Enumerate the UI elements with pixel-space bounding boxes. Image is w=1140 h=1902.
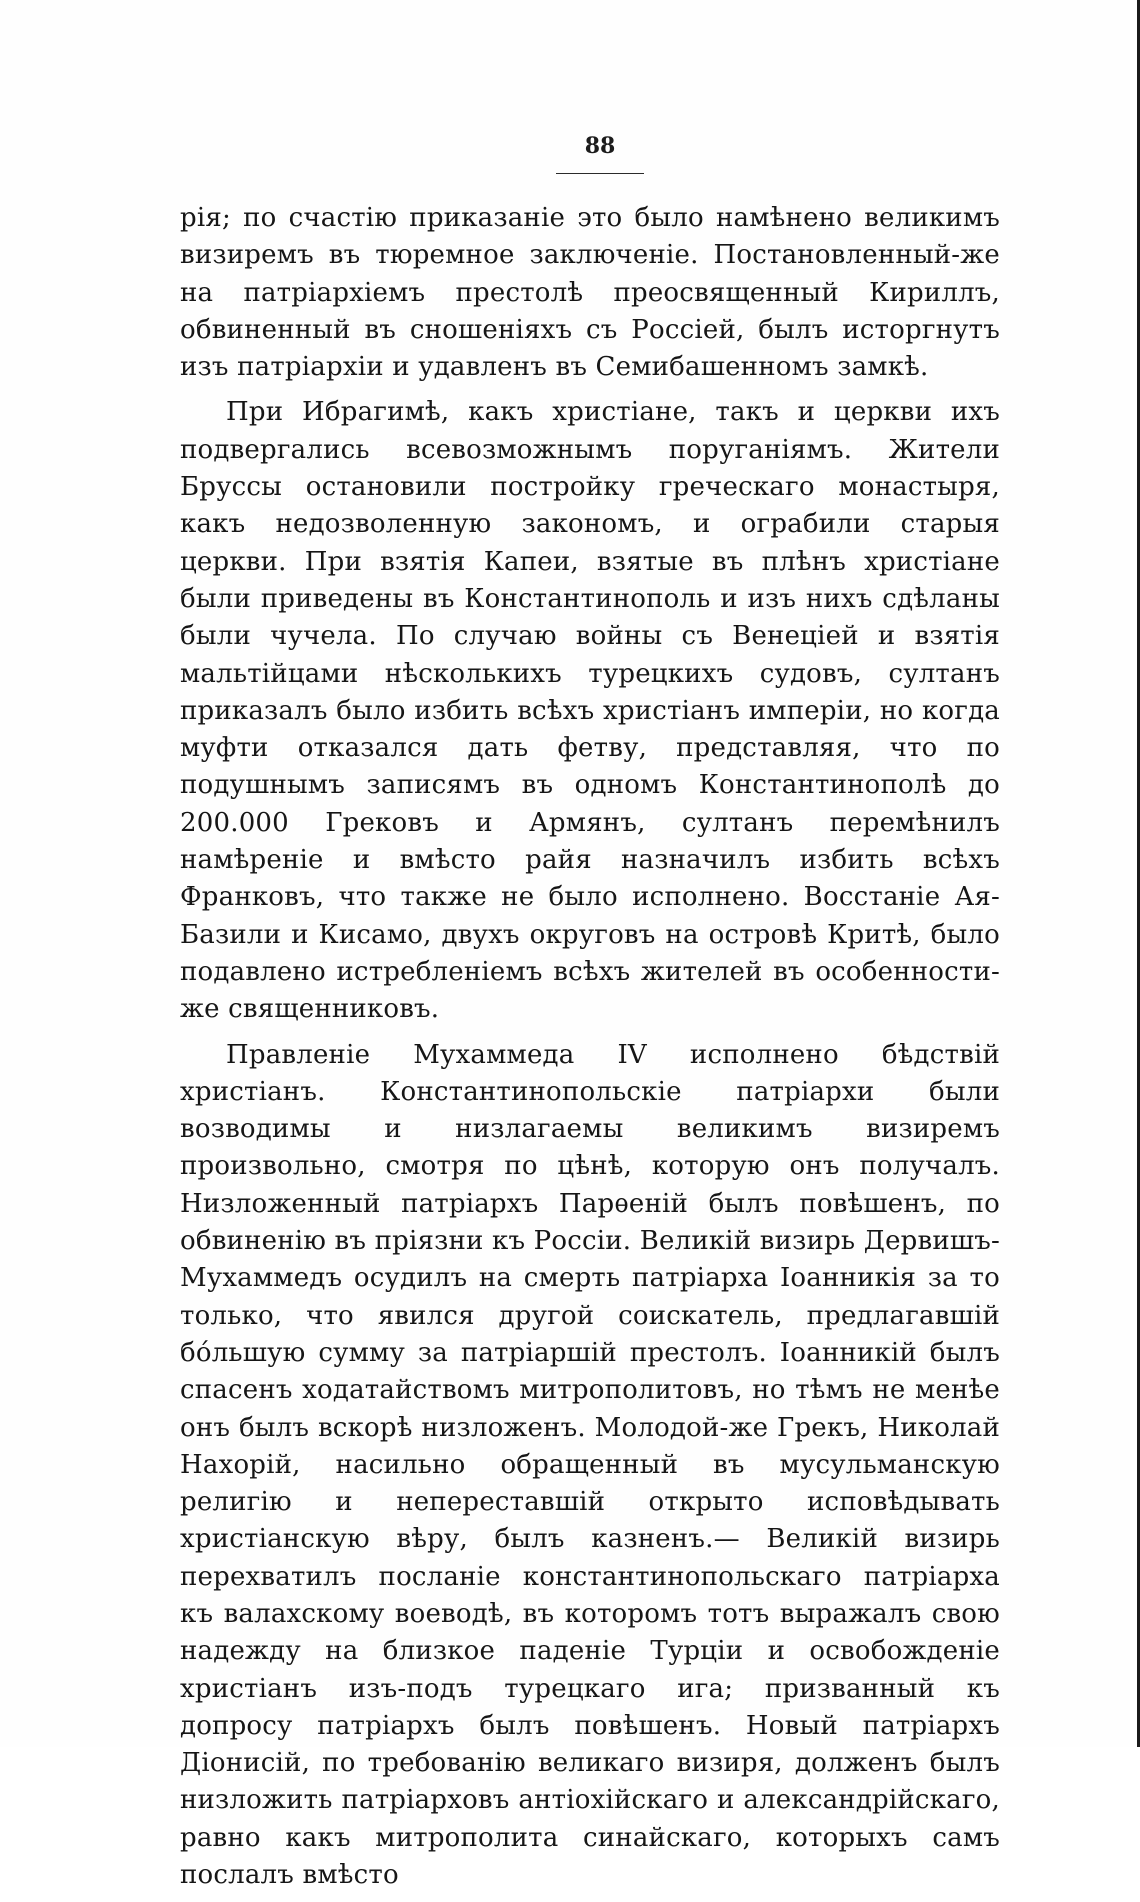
paragraph-3: Правленіе Мухаммеда IV исполнено бѣдствій христіанъ. Константинопольскіе патріархи были возводимы и низлагаемы великимъ визиремъ произвольно, смотря по цѣнѣ, которую онъ получалъ. Низложенный патріархъ Парѳеній былъ повѣшенъ, по обвиненію въ пріязни къ Россіи. Великій визирь Дервишъ-Мухаммедъ осудилъ на смерть патріарха Іоанникія за то только, что явился другой соискатель, предлагавшій бо́льшую сумму за патріаршій престолъ. Іоанникій былъ спасенъ ходатайствомъ митрополитовъ, но тѣмъ не менѣе онъ былъ вскорѣ низложенъ. Молодой-же Грекъ, Николай Нахорій, насильно обращенный въ мусульманскую религію и непереставшій открыто исповѣдывать христіанскую вѣру, былъ казненъ.— Великій визирь перехватилъ посланіе константинопольскаго патріарха къ валахскому воеводѣ, въ которомъ тотъ выражалъ свою надежду на близкое паденіе Турціи и освобожденіе христіанъ изъ-подъ турецкаго ига; призванный къ допросу патріархъ былъ повѣшенъ. Новый патріархъ Діонисій, по требованію великаго визиря, долженъ былъ низложить патріарховъ антіохійскаго и александрійскаго, равно какъ митрополита синайскаго, которыхъ самъ послалъ вмѣсто — [180, 1039, 1000, 1891]
body-text — [180, 200, 1000, 1902]
page-number: 88 — [584, 133, 616, 159]
page-number-rule — [556, 173, 644, 174]
paragraph-1: рія; по счастію приказаніе это было намѣнено великимъ визиремъ въ тюремное заключеніе. Постановленный-же на патріархіемъ престолѣ преосвященный Кириллъ, обвиненный въ сношеніяхъ съ Россіей, былъ исторгнутъ изъ патріархіи и удавленъ въ Семибашенномъ замкѣ. — [180, 203, 1000, 383]
paragraph-2: При Ибрагимѣ, какъ христіане, такъ и церкви ихъ подвергались всевозможнымъ поруганіямъ. Жители Бруссы остановили постройку греческаго монастыря, какъ недозволенную закономъ, и ограбили старыя церкви. При взятія Капеи, взятые въ плѣнъ христіане были приведены въ Константинополь и изъ нихъ сдѣланы были чучела. По случаю войны съ Венеціей и взятія мальтійцами нѣсколькихъ турецкихъ судовъ, султанъ приказалъ было избить всѣхъ христіанъ имперіи, но когда муфти отказался дать фетву, представляя, что по подушнымъ записямъ въ одномъ Константинополѣ до 200.000 Грековъ и Армянъ, султанъ перемѣнилъ намѣреніе и вмѣсто райя назначилъ избить всѣхъ Франковъ, что также не было исполнено. Восстаніе Ая-Базили и Кисамо, двухъ округовъ на островѣ Критѣ, было подавлено истребленіемъ всѣхъ жителей въ особенности-же священниковъ. — [180, 397, 1000, 1025]
